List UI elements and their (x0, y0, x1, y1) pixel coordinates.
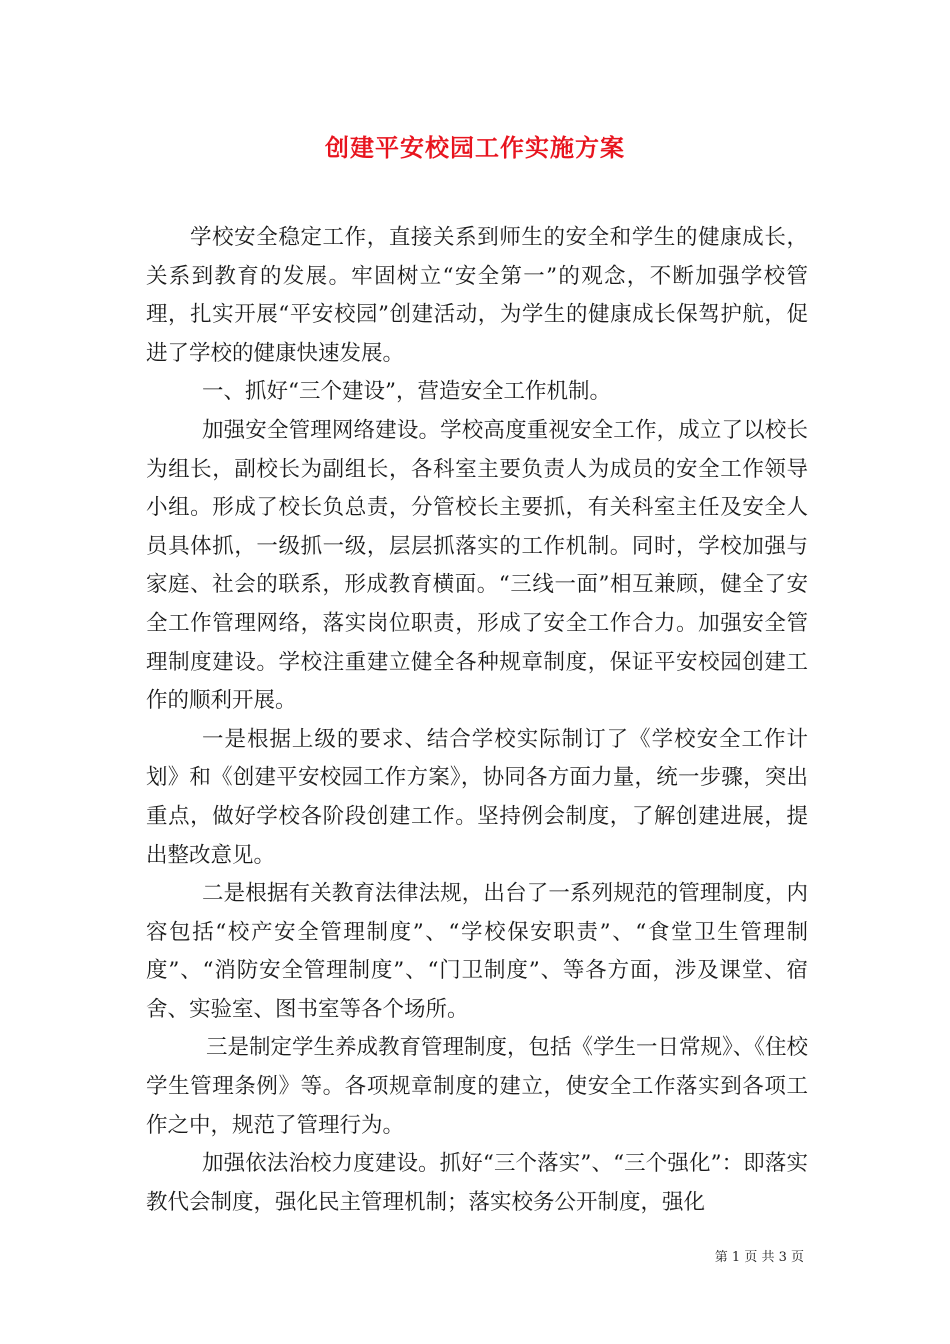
paragraph-safety-network: 加强安全管理网络建设。学校高度重视安全工作，成立了以校长为组长，副校长为副组长，各科室主要负责人为成员的安全工作领导小组。形成了校长负总责，分管校长主要抓，有关科室主任及安全人员具体抓，一级抓一级，层层抓落实的工作机制。同时，学校加强与家庭、社会的联系，形成教育横面。“三线一面”相互兼顾，健全了安全工作管理网络，落实岗位职责，形成了安全工作合力。加强安全管理制度建设。学校注重建立健全各种规章制度，保证平安校园创建工作的顺利开展。 (146, 417, 808, 714)
document-body (146, 219, 808, 1222)
paragraph-point-three: 三是制定学生养成教育管理制度，包括《学生一日常规》、《住校学生管理条例》等。各项规章制度的建立，使安全工作落实到各项工作之中，规范了管理行为。 (146, 1035, 809, 1138)
paragraph-rule-of-law: 加强依法治校力度建设。抓好“三个落实”、“三个强化”：即落实教代会制度，强化民主管理机制；落实校务公开制度，强化 (146, 1151, 808, 1215)
paragraph-point-two: 二是根据有关教育法律法规，出台了一系列规范的管理制度，内容包括“校产安全管理制度”、“学校保安职责”、“食堂卫生管理制度”、“消防安全管理制度”、“门卫制度”、等各方面，涉及课堂、宿舍、实验室、图书室等各个场所。 (146, 881, 808, 1022)
paragraph-point-one: 一是根据上级的要求、结合学校实际制订了《学校安全工作计划》和《创建平安校园工作方案》，协同各方面力量，统一步骤，突出重点，做好学校各阶段创建工作。坚持例会制度，了解创建进展，提出整改意见。 (146, 726, 808, 868)
page-number-footer: 第 1 页 共 3 页 (714, 1250, 804, 1265)
document-title: 创建平安校园工作实施方案 (325, 133, 625, 162)
paragraph-intro: 学校安全稳定工作，直接关系到师生的安全和学生的健康成长，关系到教育的发展。牢固树立“安全第一”的观念，不断加强学校管理，扎实开展“平安校园”创建活动，为学生的健康成长保驾护航，促进了学校的健康快速发展。 (146, 225, 808, 366)
section-heading-one: 一、抓好“三个建设”，营造安全工作机制。 (202, 379, 611, 405)
